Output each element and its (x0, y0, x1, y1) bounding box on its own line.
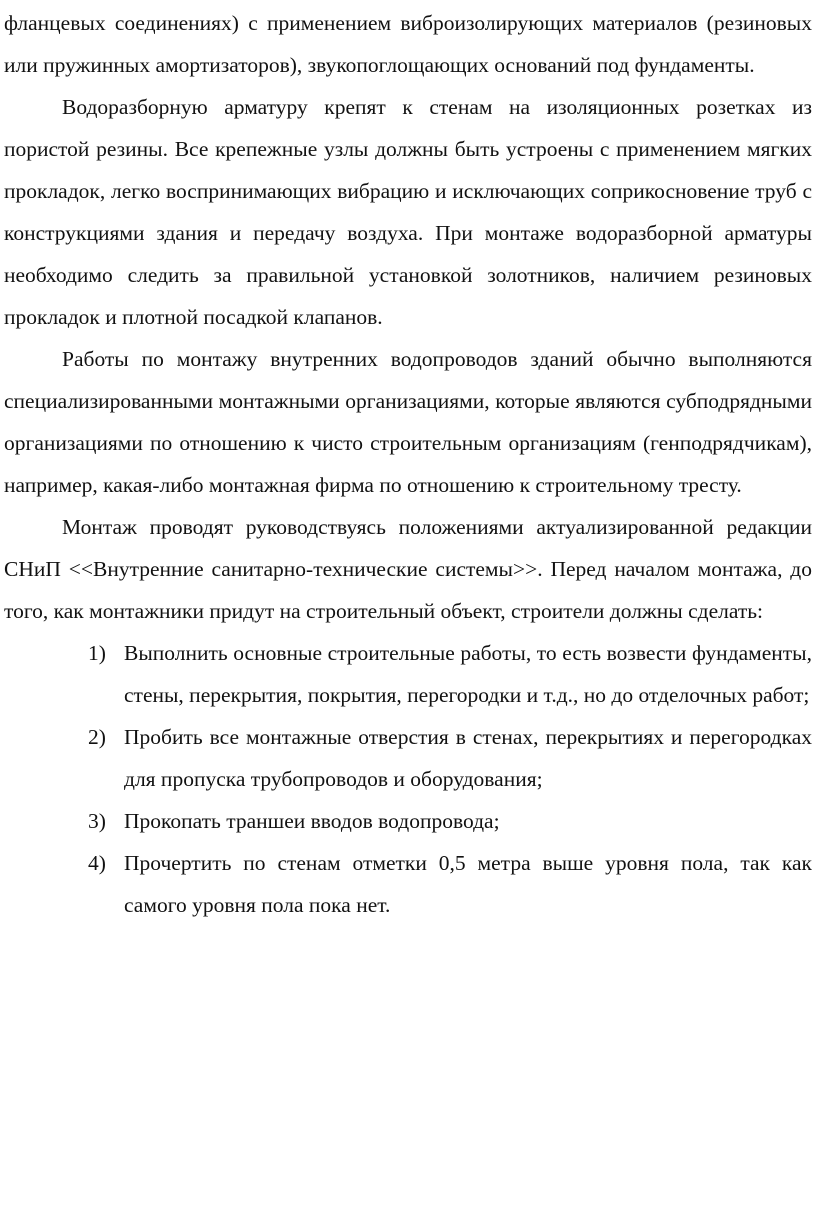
list-item-text: Прокопать траншеи вводов водопровода; (124, 809, 500, 833)
list-item (4, 716, 812, 800)
list-item-number: 2) (88, 725, 106, 749)
list-item-text: Прочертить по стенам отметки 0,5 метра выше уровня пола, так как самого уровня пола пока нет. (124, 851, 812, 917)
list-item-number: 4) (88, 851, 106, 875)
preparation-steps-list (4, 632, 812, 926)
list-item-number: 1) (88, 641, 106, 665)
list-item (4, 842, 812, 926)
list-item-text: Выполнить основные строительные работы, то есть возвести фундаменты, стены, перекрытия, покрытия, перегородки и т.д., но до отделочных работ; (124, 641, 812, 707)
paragraph-continuation: фланцевых соединениях) с применением виброизолирующих материалов (резиновых или пружинных амортизаторов), звукопоглощающих оснований под фундаменты. (4, 11, 812, 77)
paragraph-snip: Монтаж проводят руководствуясь положениями актуализированной редакции СНиП <<Внутренние санитарно-технические системы>>. Перед началом монтажа, до того, как монтажники придут на строительный объект, строители должны сделать: (4, 515, 812, 623)
list-item-text: Пробить все монтажные отверстия в стенах, перекрытиях и перегородках для пропуска трубопроводов и оборудования; (124, 725, 812, 791)
list-item (4, 632, 812, 716)
paragraph-installation-works: Работы по монтажу внутренних водопроводов зданий обычно выполняются специализированными монтажными организациями, которые являются субподрядными организациями по отношению к чисто строительным организациям (генподрядчикам), например, какая-либо монтажная фирма по отношению к строительному тресту. (4, 347, 812, 497)
list-item-number: 3) (88, 809, 106, 833)
list-item (4, 800, 812, 842)
paragraph-fittings: Водоразборную арматуру крепят к стенам на изоляционных розетках из пористой резины. Все крепежные узлы должны быть устроены с применением мягких прокладок, легко воспринимающих вибрацию и исключающих соприкосновение труб с конструкциями здания и передачу воздуха. При монтаже водоразборной арматуры необходимо следить за правильной установкой золотников, наличием резиновых прокладок и плотной посадкой клапанов. (4, 95, 812, 329)
